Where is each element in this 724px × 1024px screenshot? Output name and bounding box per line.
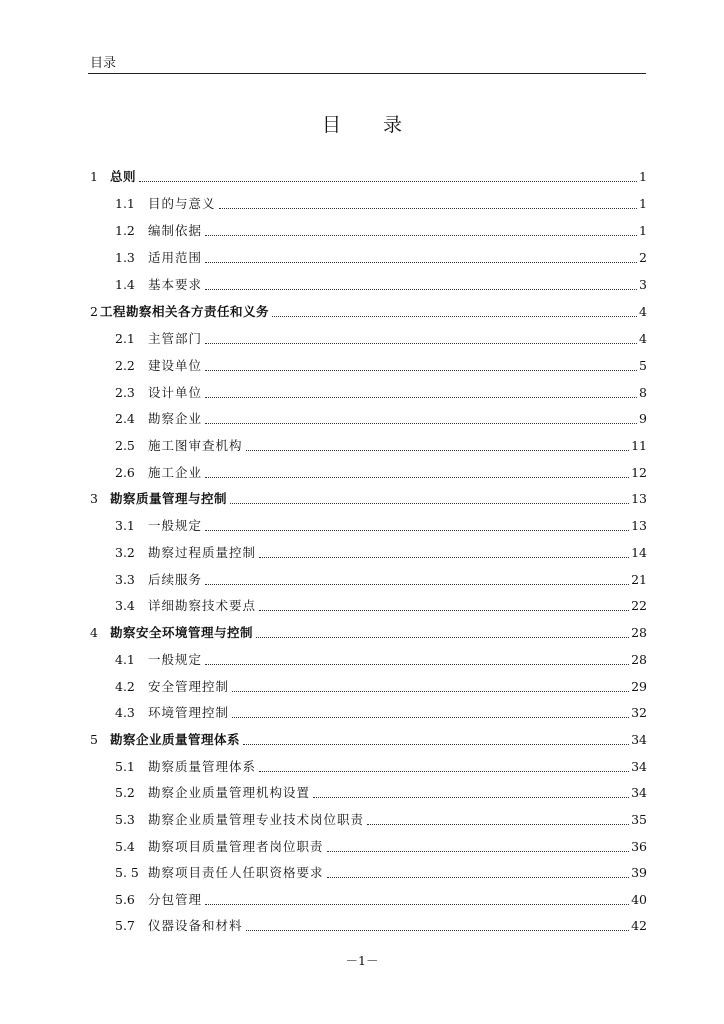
toc-entry-number: 1.3 [115,250,135,265]
toc-entry-number: 2.3 [115,385,135,400]
toc-entry-page: 28 [631,652,647,667]
toc-entry-page: 4 [639,331,647,346]
toc-entry-2[interactable] [90,303,647,321]
toc-entry-1-3[interactable] [115,249,647,267]
toc-entry-number: 4.1 [115,652,135,667]
toc-entry-number: 3.4 [115,598,135,613]
toc-entry-4-2[interactable] [115,678,647,696]
toc-entry-3-3[interactable] [115,571,647,589]
dot-leader [243,744,629,745]
toc-entry-number: 5.1 [115,759,135,774]
toc-entry-title: 总则 [110,169,137,184]
page-number: －1－ [345,953,379,968]
dot-leader [205,343,637,344]
toc-entry-title: 勘察安全环境管理与控制 [110,625,254,640]
toc-entry-number: 1.2 [115,223,135,238]
toc-entry-page: 5 [639,358,647,373]
toc-entry-title: 环境管理控制 [148,705,230,720]
toc-entry-title: 施工图审查机构 [148,438,243,453]
toc-entry-page: 9 [639,411,647,426]
toc-entry-5-5[interactable] [115,864,647,882]
toc-entry-3-4[interactable] [115,597,647,615]
toc-entry-page: 39 [631,865,647,880]
toc-entry-page: 2 [639,250,647,265]
toc-entry-1-1[interactable] [115,195,647,213]
toc-entry-number: 5.3 [115,812,135,827]
toc-entry-title: 勘察过程质量控制 [148,545,257,560]
dot-leader [246,930,630,931]
toc-entry-5-7[interactable] [115,917,647,935]
toc-entry-number: 4.2 [115,679,135,694]
toc-entry-5[interactable] [90,731,647,749]
toc-entry-title: 勘察项目责任人任职资格要求 [148,865,324,880]
running-header: 目录 [90,56,117,71]
toc-entry-page: 34 [631,785,647,800]
toc-entry-number: 3.2 [115,545,135,560]
toc-entry-number: 5 [90,732,98,747]
toc-entry-title: 勘察企业 [148,411,203,426]
toc-entry-title: 工程勘察相关各方责任和义务 [100,304,270,319]
toc-entry-1-2[interactable] [115,222,647,240]
dot-leader [313,797,629,798]
toc-entry-1[interactable] [90,168,647,186]
toc-entry-number: 5.2 [115,785,135,800]
dot-leader [232,717,629,718]
toc-entry-page: 40 [631,892,647,907]
toc-entry-number: 1.4 [115,277,135,292]
dot-leader [205,904,629,905]
toc-entry-number: 2.1 [115,331,135,346]
toc-entry-page: 22 [631,598,647,613]
dot-leader [272,316,637,317]
toc-entry-title: 施工企业 [148,465,203,480]
toc-title: 目 录 [321,114,421,136]
toc-entry-page: 42 [631,918,647,933]
toc-entry-title: 勘察企业质量管理体系 [110,732,241,747]
toc-entry-title: 编制依据 [148,223,203,238]
toc-entry-title: 基本要求 [148,277,203,292]
toc-entry-4-1[interactable] [115,651,647,669]
toc-entry-title: 仪器设备和材料 [148,918,243,933]
toc-entry-number: 5.6 [115,892,135,907]
toc-entry-page: 3 [639,277,647,292]
toc-entry-page: 4 [639,304,647,319]
toc-entry-5-4[interactable] [115,838,647,856]
toc-entry-page: 1 [639,196,647,211]
dot-leader [205,289,637,290]
toc-entry-5-1[interactable] [115,758,647,776]
toc-entry-page: 29 [631,679,647,694]
dot-leader [219,208,638,209]
toc-entry-2-3[interactable] [115,384,647,402]
toc-entry-4[interactable] [90,624,647,642]
toc-entry-title: 一般规定 [148,518,203,533]
toc-entry-2-1[interactable] [115,330,647,348]
toc-entry-number: 3.1 [115,518,135,533]
toc-entry-5-6[interactable] [115,891,647,909]
dot-leader [205,584,629,585]
toc-entry-number: 3 [90,491,98,506]
toc-entry-1-4[interactable] [115,276,647,294]
toc-entry-number: 5. 5 [115,865,139,880]
toc-entry-title: 适用范围 [148,250,203,265]
dot-leader [205,370,637,371]
dot-leader [205,262,637,263]
toc-entry-title: 勘察企业质量管理机构设置 [148,785,311,800]
dot-leader [246,450,630,451]
toc-entry-5-2[interactable] [115,784,647,802]
dot-leader [139,181,637,182]
toc-entry-title: 一般规定 [148,652,203,667]
toc-entry-title: 主管部门 [148,331,203,346]
dot-leader [259,557,629,558]
toc-entry-page: 12 [631,465,647,480]
toc-entry-title: 安全管理控制 [148,679,230,694]
toc-entry-number: 2 [90,304,98,319]
toc-entry-4-3[interactable] [115,704,647,722]
toc-entry-5-3[interactable] [115,811,647,829]
toc-entry-page: 1 [639,169,647,184]
toc-entry-3[interactable] [90,490,647,508]
toc-entry-title: 分包管理 [148,892,203,907]
toc-entry-page: 14 [631,545,647,560]
toc-entry-page: 11 [631,438,647,453]
toc-entry-number: 4.3 [115,705,135,720]
toc-entry-number: 2.4 [115,411,135,426]
dot-leader [230,503,629,504]
toc-entry-title: 勘察企业质量管理专业技术岗位职责 [148,812,365,827]
toc-entry-page: 32 [631,705,647,720]
toc-entry-page: 28 [631,625,647,640]
toc-entry-number: 5.4 [115,839,135,854]
toc-entry-number: 1.1 [115,196,135,211]
dot-leader [259,771,629,772]
toc-entry-2-4[interactable] [115,410,647,428]
toc-entry-number: 2.6 [115,465,135,480]
dot-leader [259,610,629,611]
dot-leader [327,851,630,852]
toc-entry-title: 勘察质量管理与控制 [110,491,228,506]
dot-leader [327,877,630,878]
toc-entry-page: 36 [631,839,647,854]
toc-entry-page: 35 [631,812,647,827]
toc-entry-number: 3.3 [115,572,135,587]
dot-leader [205,477,629,478]
dot-leader [232,691,629,692]
toc-entry-number: 1 [90,169,98,184]
dot-leader [205,397,637,398]
toc-entry-title: 勘察质量管理体系 [148,759,257,774]
dot-leader [256,637,629,638]
toc-entry-number: 5.7 [115,918,135,933]
toc-entry-2-6[interactable] [115,464,647,482]
toc-entry-page: 8 [639,385,647,400]
dot-leader [205,235,637,236]
toc-entry-number: 2.5 [115,438,135,453]
toc-entry-title: 详细勘察技术要点 [148,598,257,613]
dot-leader [367,824,629,825]
toc-entry-title: 设计单位 [148,385,203,400]
toc-entry-page: 1 [639,223,647,238]
dot-leader [205,664,629,665]
toc-entry-page: 13 [631,491,647,506]
toc-entry-page: 13 [631,518,647,533]
toc-entry-2-2[interactable] [115,357,647,375]
toc-entry-title: 后续服务 [148,572,203,587]
toc-entry-page: 21 [631,572,647,587]
toc-entry-title: 建设单位 [148,358,203,373]
toc-entry-page: 34 [631,759,647,774]
toc-entry-2-5[interactable] [115,437,647,455]
dot-leader [205,423,637,424]
toc-entry-title: 勘察项目质量管理者岗位职责 [148,839,324,854]
toc-entry-page: 34 [631,732,647,747]
toc-entry-3-2[interactable] [115,544,647,562]
toc-entry-number: 2.2 [115,358,135,373]
dot-leader [205,530,629,531]
toc-entry-title: 目的与意义 [148,196,216,211]
toc-entry-number: 4 [90,625,98,640]
toc-entry-3-1[interactable] [115,517,647,535]
